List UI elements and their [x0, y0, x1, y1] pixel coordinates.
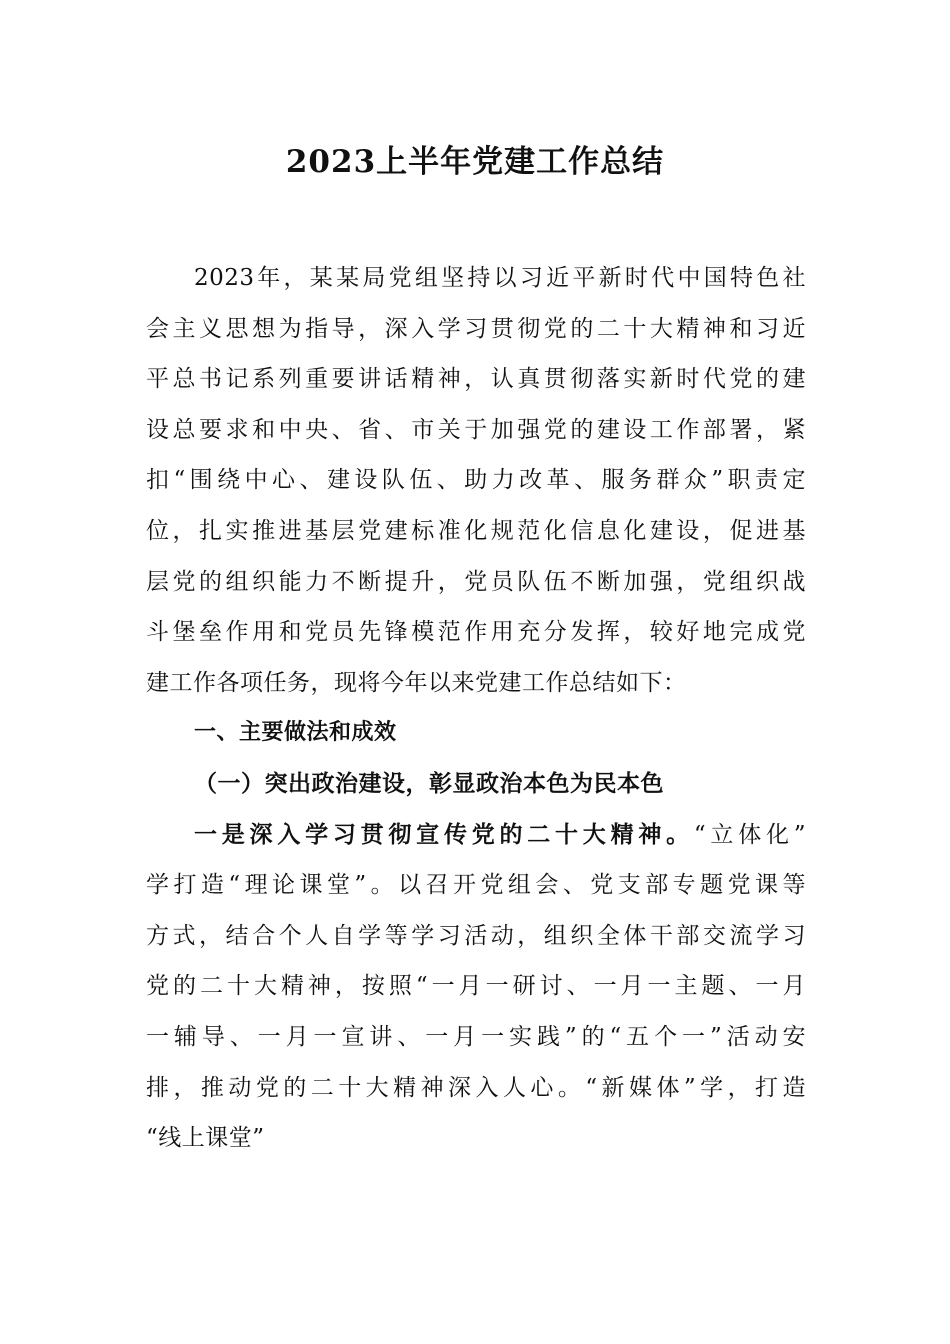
- point-line: [146, 812, 806, 863]
- point-lead: 一是深入学习贯彻宣传党的二十大精神。: [194, 820, 694, 848]
- paragraph-line: 2023年，某某局党组坚持以习近平新时代中国特色社: [194, 265, 806, 291]
- paragraph-line: 学打造“理论课堂”。以召开党组会、党支部专题党课等: [146, 872, 806, 899]
- paragraph-line: 扣“围绕中心、建设队伍、助力改革、服务群众”职责定: [146, 467, 806, 494]
- paragraph-line: 一辅导、一月一宣讲、一月一实践”的“五个一”活动安: [146, 1023, 806, 1050]
- document-body: [146, 255, 806, 1166]
- paragraph-line: 建工作各项任务，现将今年以来党建工作总结如下：: [146, 669, 687, 696]
- paragraph-line: 方式，结合个人自学等学习活动，组织全体干部交流学习: [146, 922, 806, 949]
- paragraph-line: 斗堡垒作用和党员先锋模范作用充分发挥，较好地完成党: [146, 619, 806, 646]
- paragraph-line: 平总书记系列重要讲话精神，认真贯彻落实新时代党的建: [146, 366, 806, 393]
- document-title: 2023上半年党建工作总结: [285, 144, 665, 180]
- paragraph-line: 会主义思想为指导，深入学习贯彻党的二十大精神和习近: [146, 315, 806, 342]
- paragraph-line: 设总要求和中央、省、市关于加强党的建设工作部署，紧: [146, 416, 806, 443]
- paragraph-line: 排，推动党的二十大精神深入人心。“新媒体”学，打造: [146, 1074, 806, 1101]
- paragraph-line: 位，扎实推进基层党建标准化规范化信息化建设，促进基: [146, 517, 806, 544]
- subsection-heading: （一）突出政治建设，彰显政治本色为民本色: [194, 769, 664, 797]
- point-lead-rest: “立体化”: [693, 821, 806, 848]
- section-heading: 一、主要做法和成效: [194, 720, 397, 746]
- paragraph-line: 党的二十大精神，按照“一月一研讨、一月一主题、一月: [146, 973, 806, 1000]
- paragraph-line: 层党的组织能力不断提升，党员队伍不断加强，党组织战: [146, 568, 806, 595]
- paragraph-line: “线上课堂”: [146, 1125, 265, 1152]
